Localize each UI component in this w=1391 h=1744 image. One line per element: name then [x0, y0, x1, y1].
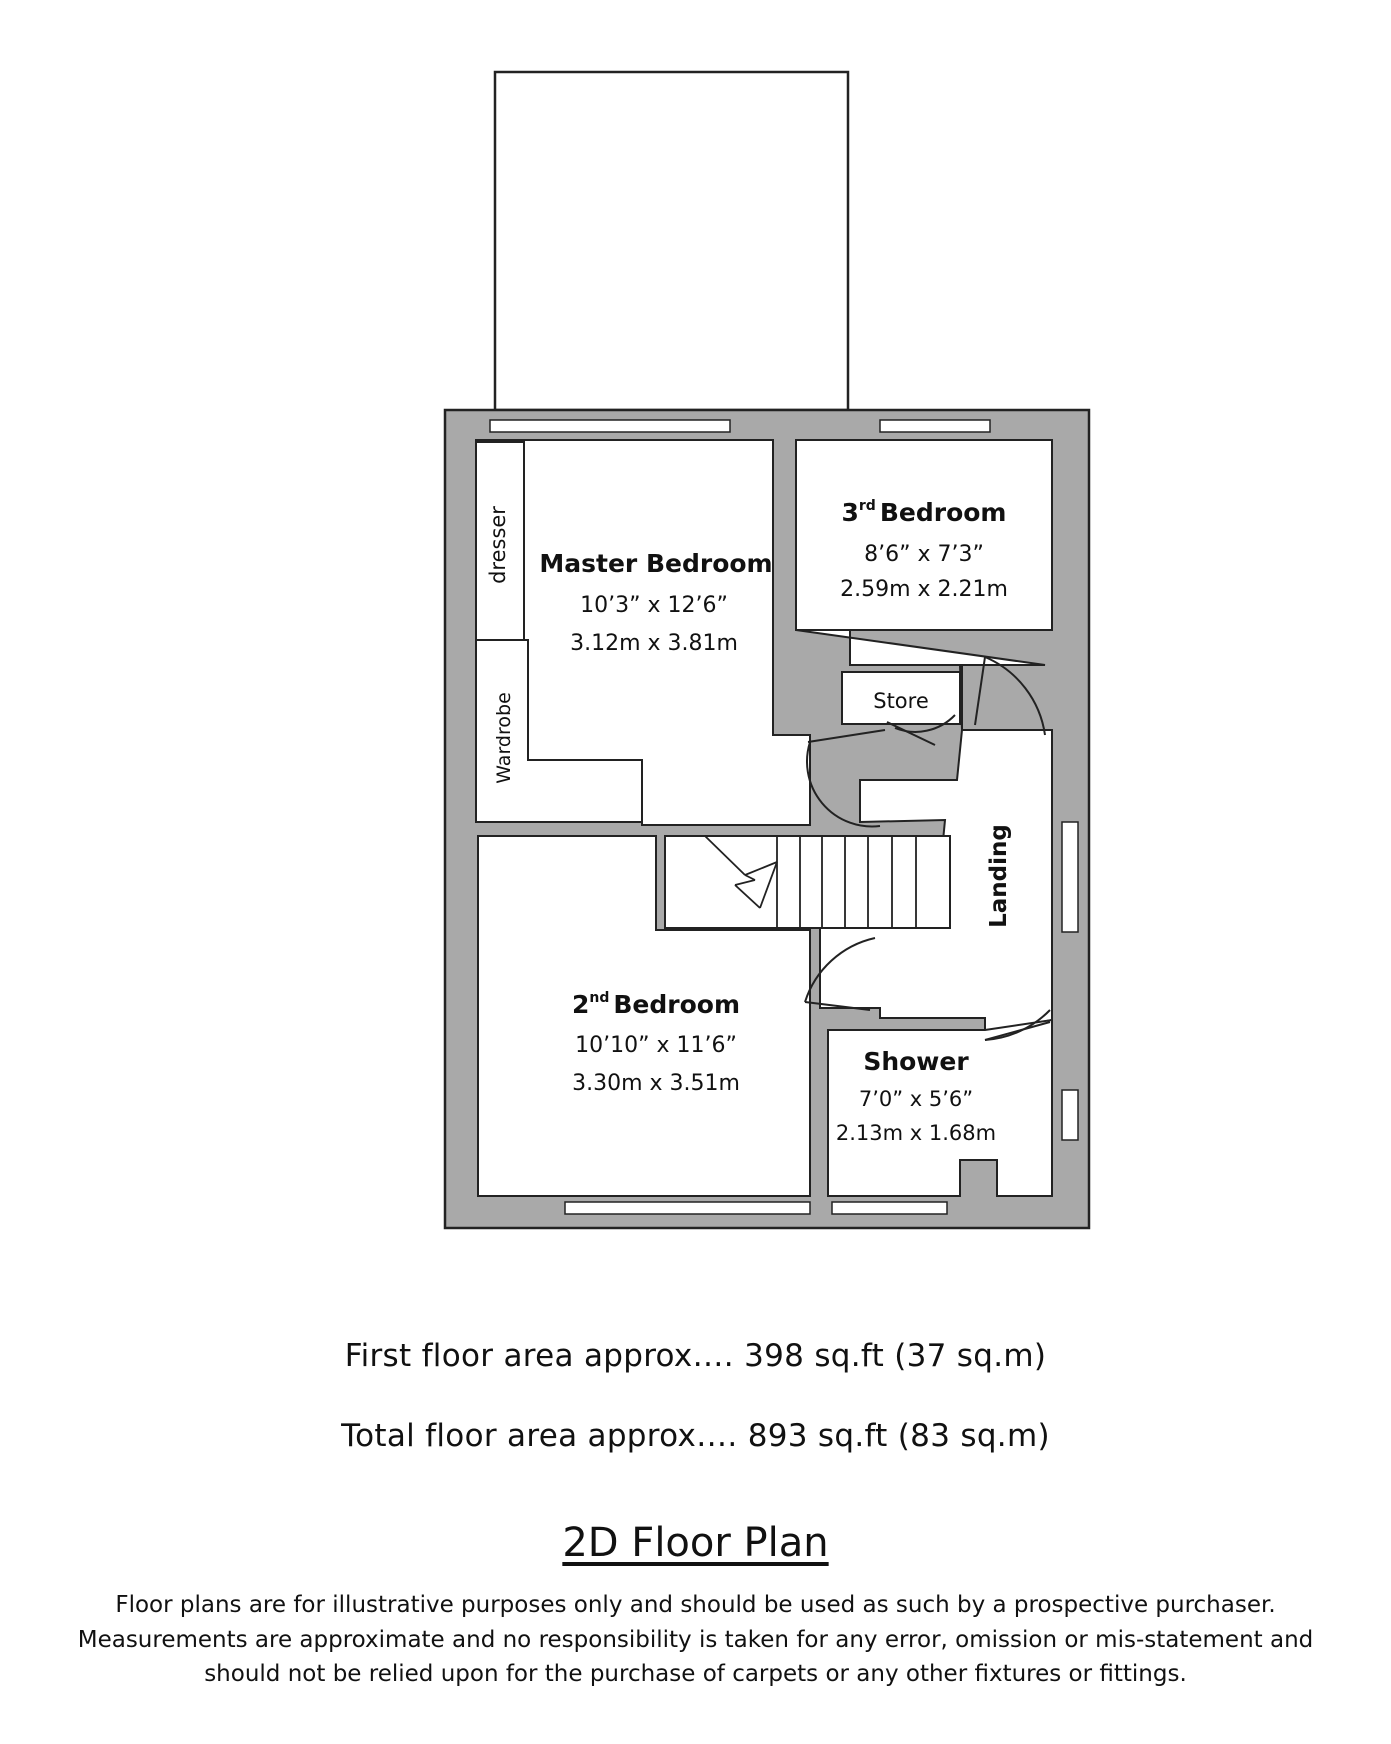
master-bedroom-dim-metric: 3.12m x 3.81m	[570, 631, 738, 656]
second-bedroom-dim-metric: 3.30m x 3.51m	[572, 1071, 740, 1096]
disclaimer-line-3: should not be relied upon for the purchase of carpets or any other fixtures or fittings.	[204, 1661, 1187, 1687]
stairwell-floor	[665, 836, 950, 928]
disclaimer	[40, 1588, 1351, 1692]
second-bedroom-dim-imperial: 10’10” x 11’6”	[575, 1033, 737, 1058]
total-floor-area: Total floor area approx…. 893 sq.ft (83 sq.m)	[341, 1418, 1050, 1454]
store-label: Store	[873, 689, 929, 713]
window-landing	[1062, 822, 1078, 932]
second-bedroom-title: 2nd Bedroom	[571, 990, 741, 1019]
dresser-label: dresser	[486, 506, 510, 584]
shower-dim-metric: 2.13m x 1.68m	[835, 1121, 997, 1145]
master-bedroom-title: Master Bedroom	[539, 549, 773, 578]
shower-dim-imperial: 7’0” x 5’6”	[858, 1087, 974, 1111]
disclaimer-line-1: Floor plans are for illustrative purposes only and should be used as such by a prospective purchaser.	[115, 1592, 1276, 1618]
window-shower-bottom	[832, 1202, 947, 1214]
window-third-bedroom	[880, 420, 990, 432]
third-bedroom-dim-imperial: 8’6” x 7’3”	[864, 542, 984, 567]
third-bedroom-title: 3rd Bedroom	[841, 498, 1007, 527]
shower-title: Shower	[863, 1047, 969, 1076]
wardrobe-label: Wardrobe	[493, 692, 515, 784]
master-bedroom-dim-imperial: 10’3” x 12’6”	[580, 593, 728, 618]
window-second-bedroom	[565, 1202, 810, 1214]
balcony-area	[495, 72, 848, 410]
landing-label: Landing	[986, 824, 1012, 928]
window-shower	[1062, 1090, 1078, 1140]
window-master-bedroom	[490, 420, 730, 432]
disclaimer-line-2: Measurements are approximate and no responsibility is taken for any error, omission or mis-statement and	[77, 1626, 1314, 1653]
plan-title-text: 2D Floor Plan	[562, 1520, 829, 1566]
third-bedroom-dim-metric: 2.59m x 2.21m	[840, 577, 1008, 602]
plan-title	[0, 1520, 1391, 1566]
first-floor-area: First floor area approx…. 398 sq.ft (37 sq.m)	[344, 1338, 1047, 1374]
